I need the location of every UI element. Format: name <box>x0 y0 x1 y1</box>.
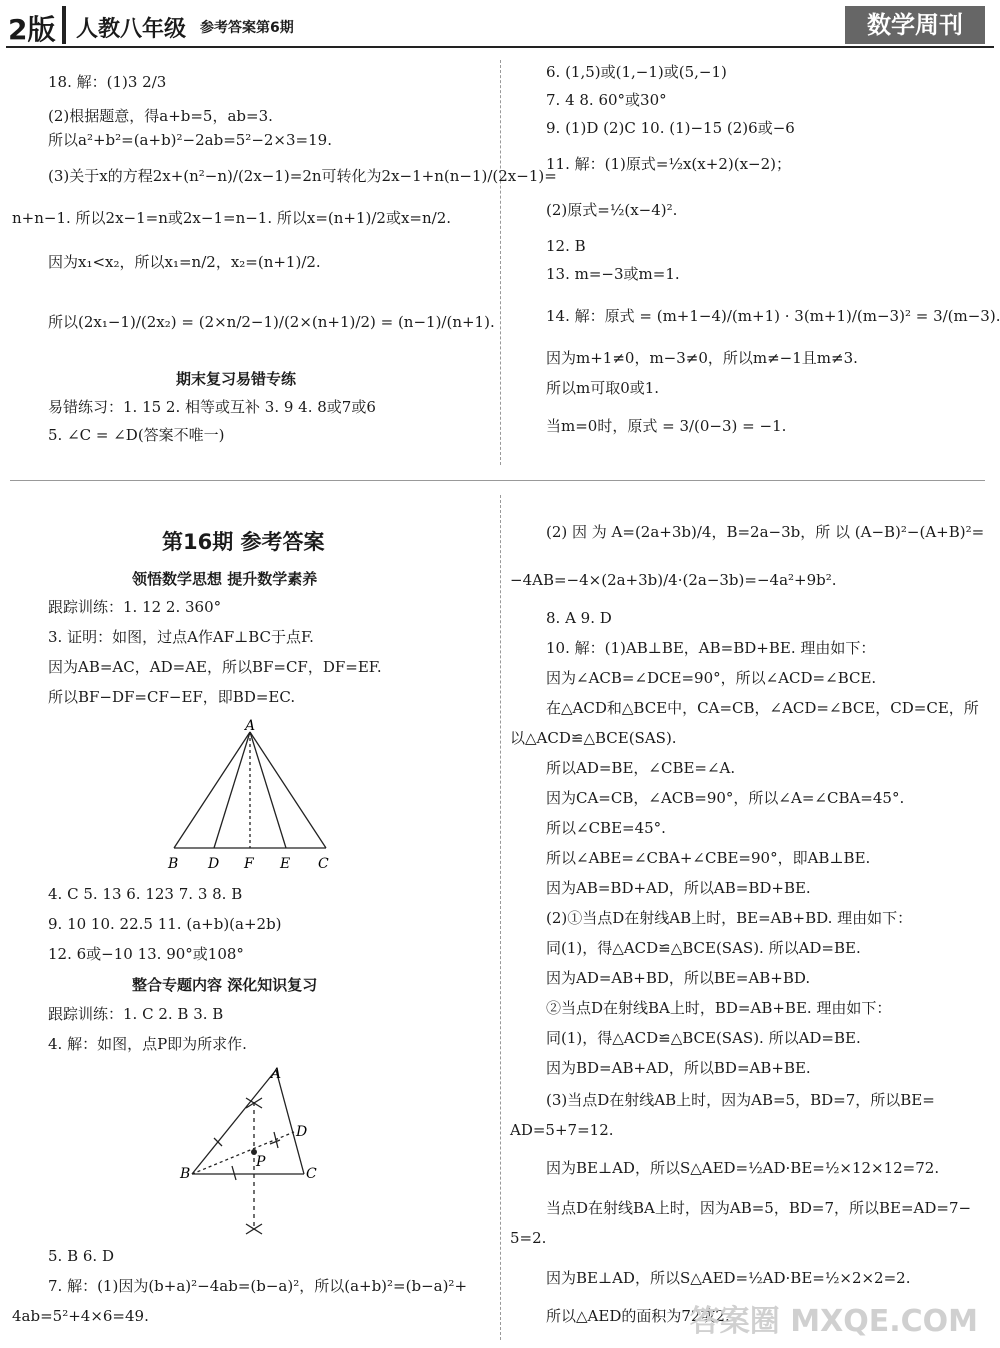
brand-badge: 数学周刊 <box>845 6 985 44</box>
answer-line: −4AB=−4×(2a+3b)/4·(2a−3b)=−4a²+9b². <box>510 571 837 589</box>
answer-line: 所以BF−DF=CF−EF，即BD=EC. <box>48 688 296 706</box>
answer-line: 所以a²+b²=(a+b)²−2ab=5²−2×3=19. <box>48 131 332 149</box>
section-divider <box>10 480 985 481</box>
answer-line: 跟踪训练：1. 12 2. 360° <box>48 598 222 616</box>
answer-line: 5. B 6. D <box>48 1247 114 1265</box>
column-divider-bottom <box>500 495 501 1340</box>
answer-line: 因为AD=AB+BD，所以BE=AB+BD. <box>546 969 811 987</box>
answer-line: 8. A 9. D <box>546 609 612 627</box>
answer-line: 13. m=−3或m=1. <box>546 265 680 283</box>
page-title: 第16期 参考答案 <box>162 530 325 554</box>
answer-line: 3. 证明：如图，过点A作AF⊥BC于点F. <box>48 628 314 646</box>
answer-line: 因为CA=CB，∠ACB=90°，所以∠A=∠CBA=45°. <box>546 789 905 807</box>
answer-line: 所以△AED的面积为72或2. <box>546 1307 730 1325</box>
section-heading: 领悟数学思想 提升数学素养 <box>132 570 318 588</box>
answer-line: 所以m可取0或1. <box>546 379 660 397</box>
watermark: 答案圈 MXQE.COM <box>689 1304 978 1339</box>
answer-line: (2) 因 为 A=(2a+3b)/4，B=2a−3b，所 以 (A−B)²−(A+B)²= <box>546 523 985 541</box>
answer-line: 4ab=5²+4×6=49. <box>12 1307 149 1325</box>
answer-line: 6. (1,5)或(1,−1)或(5,−1) <box>546 63 727 81</box>
answer-line: 12. 6或−10 13. 90°或108° <box>48 945 244 963</box>
header-divider <box>62 6 66 44</box>
section-heading: 整合专题内容 深化知识复习 <box>132 976 318 994</box>
point-label: D <box>296 1124 308 1140</box>
point-label: F <box>244 856 254 872</box>
grade-label: 人教八年级 <box>76 17 187 42</box>
answer-line: 因为m+1≠0，m−3≠0，所以m≠−1且m≠3. <box>546 349 858 367</box>
point-label: C <box>318 856 329 872</box>
answer-line: 因为AB=BD+AD，所以AB=BD+BE. <box>546 879 811 897</box>
answer-line: 14. 解：原式 = (m+1−4)/(m+1) · 3(m+1)/(m−3)² = 3/(m−3). <box>546 307 1000 325</box>
answer-line: (2)根据题意，得a+b=5，ab=3. <box>48 107 273 125</box>
isosceles-triangle-figure <box>160 718 340 876</box>
answer-line: 5=2. <box>510 1229 547 1247</box>
answer-line: AD=5+7=12. <box>510 1121 614 1139</box>
answer-line: (3)关于x的方程2x+(n²−n)/(2x−1)=2n可转化为2x−1+n(n−1)/(2x−1)= <box>48 167 557 185</box>
answer-line: 因为x₁<x₂，所以x₁=n/2，x₂=(n+1)/2. <box>48 253 321 271</box>
answer-line: 所以∠CBE=45°. <box>546 819 666 837</box>
answer-line: 易错练习：1. 15 2. 相等或互补 3. 9 4. 8或7或6 <box>48 398 376 416</box>
point-label: A <box>245 718 256 734</box>
answer-line: 当点D在射线BA上时，因为AB=5，BD=7，所以BE=AD=7− <box>546 1199 972 1217</box>
answer-line: 因为BE⊥AD，所以S△AED=½AD·BE=½×12×12=72. <box>546 1159 940 1177</box>
point-label: B <box>180 1166 191 1182</box>
answer-line: 7. 4 8. 60°或30° <box>546 91 667 109</box>
answer-line: 18. 解：(1)3 2/3 <box>48 73 167 91</box>
answer-line: 同(1)，得△ACD≌△BCE(SAS). 所以AD=BE. <box>546 939 861 957</box>
answer-line: 跟踪训练：1. C 2. B 3. B <box>48 1005 224 1023</box>
answer-line: (3)当点D在射线AB上时，因为AB=5，BD=7，所以BE= <box>546 1091 935 1109</box>
answer-line: (2)①当点D在射线AB上时，BE=AB+BD. 理由如下： <box>546 909 913 927</box>
answer-line: 所以(2x₁−1)/(2x₂) = (2×n/2−1)/(2×(n+1)/2) = (n−1)/(n+1). <box>48 313 495 331</box>
answer-line: 同(1)，得△ACD≌△BCE(SAS). 所以AD=BE. <box>546 1029 861 1047</box>
answer-line: 9. (1)D (2)C 10. (1)−15 (2)6或−6 <box>546 119 795 137</box>
point-label: E <box>280 856 291 872</box>
edition-label: 2版 <box>8 13 56 46</box>
header-rule <box>6 46 994 48</box>
answer-line: 11. 解：(1)原式=½x(x+2)(x−2)； <box>546 155 791 173</box>
issue-label: 参考答案第6期 <box>200 20 294 36</box>
answer-line: 所以∠ABE=∠CBA+∠CBE=90°，即AB⊥BE. <box>546 849 871 867</box>
answer-line: 所以AD=BE，∠CBE=∠A. <box>546 759 736 777</box>
answer-line: 在△ACD和△BCE中，CA=CB，∠ACD=∠BCE，CD=CE，所 <box>546 699 979 717</box>
answer-line: 12. B <box>546 237 586 255</box>
point-label: A <box>271 1066 282 1082</box>
point-label: B <box>168 856 179 872</box>
answer-line: 以△ACD≌△BCE(SAS). <box>510 729 677 747</box>
answer-line: 4. C 5. 13 6. 123 7. 3 8. B <box>48 885 243 903</box>
answer-line: 因为BD=AB+AD，所以BD=AB+BE. <box>546 1059 811 1077</box>
answer-line: 因为∠ACB=∠DCE=90°，所以∠ACD=∠BCE. <box>546 669 877 687</box>
answer-line: 7. 解：(1)因为(b+a)²−4ab=(b−a)²，所以(a+b)²=(b−a)²+ <box>48 1277 468 1295</box>
construction-figure <box>170 1062 330 1242</box>
answer-line: 当m=0时，原式 = 3/(0−3) = −1. <box>546 417 787 435</box>
answer-line: (2)原式=½(x−4)². <box>546 201 678 219</box>
page-header <box>0 0 1000 50</box>
answer-line: 因为AB=AC，AD=AE，所以BF=CF，DF=EF. <box>48 658 382 676</box>
column-divider-top <box>500 60 501 465</box>
answer-line: 4. 解：如图，点P即为所求作. <box>48 1035 247 1053</box>
point-label: P <box>256 1154 266 1170</box>
point-label: C <box>306 1166 317 1182</box>
answer-line: ②当点D在射线BA上时，BD=AB+BE. 理由如下： <box>546 999 892 1017</box>
answer-line: 9. 10 10. 22.5 11. (a+b)(a+2b) <box>48 915 282 933</box>
answer-line: 10. 解：(1)AB⊥BE，AB=BD+BE. 理由如下： <box>546 639 876 657</box>
answer-line: 因为BE⊥AD，所以S△AED=½AD·BE=½×2×2=2. <box>546 1269 911 1287</box>
point-label: D <box>208 856 220 872</box>
answer-line: 5. ∠C = ∠D(答案不唯一) <box>48 426 225 444</box>
section-heading: 期末复习易错专练 <box>176 370 297 388</box>
answer-line: n+n−1. 所以2x−1=n或2x−1=n−1. 所以x=(n+1)/2或x=n/2. <box>12 209 452 227</box>
